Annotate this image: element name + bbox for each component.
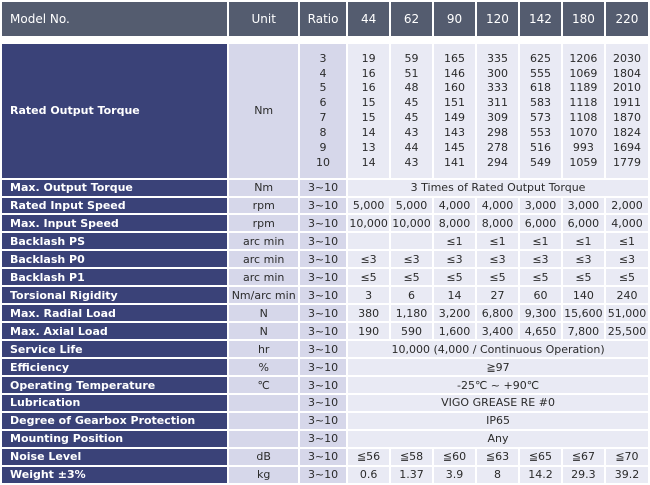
row-value: 60 xyxy=(520,287,561,303)
row-span-value: 3 Times of Rated Output Torque xyxy=(348,180,648,196)
row-value: ≤5 xyxy=(434,269,475,285)
row-label: Backlash P1 xyxy=(2,269,227,285)
row-value: 25,500 xyxy=(607,324,647,338)
row-value xyxy=(348,233,389,249)
row-value: 190 xyxy=(348,323,389,339)
torque-value: 14 xyxy=(361,126,376,139)
torque-value: 160 xyxy=(444,81,466,95)
row-value: 27 xyxy=(477,287,518,303)
spec-row xyxy=(2,341,648,357)
row-value: ≦58 xyxy=(391,449,432,465)
row-ratio: 3~10 xyxy=(300,449,346,465)
row-value: 10,000 xyxy=(392,216,431,230)
row-unit: arc min xyxy=(229,269,298,285)
row-value: ≤5 xyxy=(606,269,648,285)
spec-row xyxy=(2,198,648,214)
row-label: Mounting Position xyxy=(2,431,227,447)
torque-value: 516 xyxy=(529,140,551,154)
row-value: ≦67 xyxy=(563,449,604,465)
torque-value: 1189 xyxy=(569,81,598,95)
spec-row xyxy=(2,180,648,196)
row-span-value: Any xyxy=(348,431,648,447)
row-ratio: 3~10 xyxy=(300,198,346,214)
torque-value: 149 xyxy=(444,111,466,125)
row-ratio: 3~10 xyxy=(300,305,346,321)
torque-value: 311 xyxy=(486,96,508,110)
ratio-value: 9 xyxy=(319,140,327,154)
torque-value: 1059 xyxy=(569,155,598,169)
header-size: 44 xyxy=(348,2,389,36)
row-ratio: 3~10 xyxy=(300,377,346,393)
row-unit xyxy=(229,395,298,411)
row-value: 240 xyxy=(606,287,648,303)
torque-value: 335 xyxy=(486,51,508,65)
row-value: ≤5 xyxy=(563,269,604,285)
row-label: Efficiency xyxy=(2,359,227,375)
torque-value: 51 xyxy=(404,66,419,80)
torque-value: 1070 xyxy=(569,126,598,139)
row-label: Backlash P0 xyxy=(2,251,227,267)
row-value: ≤1 xyxy=(563,233,604,249)
torque-value: 14 xyxy=(361,155,376,169)
torque-value: 1911 xyxy=(612,96,641,110)
row-value: 3 xyxy=(348,287,389,303)
row-unit: arc min xyxy=(229,233,298,249)
row-ratio: 3~10 xyxy=(300,251,346,267)
torque-value: 143 xyxy=(444,126,466,139)
row-value: 3,400 xyxy=(477,323,518,339)
row-value: ≤1 xyxy=(434,233,475,249)
spec-row xyxy=(2,467,648,483)
spec-row xyxy=(2,377,648,393)
row-value: 1,600 xyxy=(434,323,475,339)
row-value xyxy=(391,233,432,249)
row-ratio: 3~10 xyxy=(300,413,346,429)
row-ratio: 3~10 xyxy=(300,341,346,357)
header-row xyxy=(2,2,648,36)
row-ratio: 3~10 xyxy=(300,269,346,285)
torque-value: 165 xyxy=(444,51,466,65)
row-value: 39.2 xyxy=(606,467,648,483)
row-value: 0.6 xyxy=(348,467,389,483)
row-unit: arc min xyxy=(229,251,298,267)
row-unit xyxy=(229,431,298,447)
spec-row xyxy=(2,431,648,447)
row-unit: hr xyxy=(229,341,298,357)
torque-value: 1069 xyxy=(569,66,598,80)
row-unit: ℃ xyxy=(229,377,298,393)
spec-row xyxy=(2,215,648,231)
row-value: 10,000 xyxy=(349,216,388,230)
ratio-value: 3 xyxy=(319,51,327,65)
torque-value: 294 xyxy=(486,155,508,169)
row-value: ≤3 xyxy=(391,251,432,267)
torque-value: 146 xyxy=(444,66,466,80)
row-value: 3,200 xyxy=(434,305,475,321)
torque-column xyxy=(477,44,518,178)
row-unit: N xyxy=(229,305,298,321)
row-value: ≤3 xyxy=(477,251,518,267)
row-value: ≤3 xyxy=(563,251,604,267)
header-size: 120 xyxy=(477,2,518,36)
row-value: 3,000 xyxy=(563,198,604,214)
row-label: Torsional Rigidity xyxy=(2,287,227,303)
ratio-value: 5 xyxy=(319,81,327,95)
torque-value: 16 xyxy=(361,81,376,95)
torque-value: 1118 xyxy=(569,96,598,110)
spec-row xyxy=(2,449,648,465)
row-label: Rated Input Speed xyxy=(2,198,227,214)
row-ratio: 3~10 xyxy=(300,395,346,411)
torque-value: 1694 xyxy=(612,140,641,154)
ratio-value: 6 xyxy=(319,96,327,110)
torque-value: 151 xyxy=(444,96,466,110)
row-value: 51,000 xyxy=(607,306,647,320)
row-ratio: 3~10 xyxy=(300,233,346,249)
torque-value: 1870 xyxy=(612,111,641,125)
row-value: 14.2 xyxy=(520,467,561,483)
row-ratio: 3~10 xyxy=(300,287,346,303)
row-value: 4,000 xyxy=(477,198,518,214)
header-ratio: Ratio xyxy=(300,2,346,36)
header-size: 90 xyxy=(434,2,475,36)
torque-value: 141 xyxy=(444,155,466,169)
row-label: Max. Axial Load xyxy=(2,323,227,339)
row-label: Rated Output Torque xyxy=(2,44,227,178)
spec-row xyxy=(2,395,648,411)
torque-value: 309 xyxy=(486,111,508,125)
row-ratio: 3~10 xyxy=(300,467,346,483)
row-value: 4,000 xyxy=(606,215,648,231)
torque-value: 573 xyxy=(529,111,551,125)
row-unit: rpm xyxy=(229,215,298,231)
row-value: ≤1 xyxy=(606,233,648,249)
row-label: Max. Output Torque xyxy=(2,180,227,196)
row-span-value: ≧97 xyxy=(348,359,648,375)
row-label: Service Life xyxy=(2,341,227,357)
row-unit: Nm xyxy=(229,44,298,178)
row-value: 6,800 xyxy=(477,305,518,321)
ratio-value: 8 xyxy=(319,126,327,139)
row-value: 5,000 xyxy=(348,198,389,214)
spec-row xyxy=(2,413,648,429)
header-gap xyxy=(2,38,648,42)
row-value: 4,000 xyxy=(434,198,475,214)
row-ratio: 3~10 xyxy=(300,323,346,339)
row-value: ≤3 xyxy=(434,251,475,267)
torque-column xyxy=(391,44,432,178)
torque-value: 45 xyxy=(404,96,419,110)
spec-row xyxy=(2,269,648,285)
torque-value: 48 xyxy=(404,81,419,95)
row-value: 4,650 xyxy=(520,323,561,339)
row-label: Max. Input Speed xyxy=(2,215,227,231)
row-value: 5,000 xyxy=(391,198,432,214)
header-size: 142 xyxy=(520,2,561,36)
row-label: Backlash PS xyxy=(2,233,227,249)
rated-torque-row xyxy=(2,44,648,178)
spec-row xyxy=(2,359,648,375)
torque-value: 145 xyxy=(444,140,466,154)
row-span-value: 10,000 (4,000 / Continuous Operation) xyxy=(348,341,648,357)
row-label: Weight ±3% xyxy=(2,467,227,483)
torque-value: 43 xyxy=(404,155,419,169)
row-unit: dB xyxy=(229,449,298,465)
row-label: Max. Radial Load xyxy=(2,305,227,321)
row-value: ≦56 xyxy=(348,449,389,465)
row-value: 3.9 xyxy=(434,467,475,483)
torque-column xyxy=(520,44,561,178)
ratio-value: 4 xyxy=(319,66,327,80)
row-value: 14 xyxy=(434,287,475,303)
row-value: 9,300 xyxy=(520,305,561,321)
row-value: ≦60 xyxy=(434,449,475,465)
row-span-value: IP65 xyxy=(348,413,648,429)
row-value: ≤5 xyxy=(348,269,389,285)
torque-value: 1779 xyxy=(612,155,641,169)
torque-value: 1206 xyxy=(569,51,598,65)
row-value: 1,180 xyxy=(391,305,432,321)
torque-value: 300 xyxy=(486,66,508,80)
torque-value: 2010 xyxy=(612,81,641,95)
torque-value: 2030 xyxy=(612,51,641,65)
row-ratio: 3~10 xyxy=(300,180,346,196)
row-value: ≤3 xyxy=(606,251,648,267)
header-size: 180 xyxy=(563,2,604,36)
spec-row xyxy=(2,233,648,249)
torque-value: 43 xyxy=(404,126,419,139)
row-value: ≤3 xyxy=(348,251,389,267)
row-unit: kg xyxy=(229,467,298,483)
row-value: 1.37 xyxy=(391,467,432,483)
row-value: 15,600 xyxy=(564,306,603,320)
torque-value: 625 xyxy=(529,51,551,65)
row-ratio: 3~10 xyxy=(300,215,346,231)
row-unit: N xyxy=(229,323,298,339)
row-unit: % xyxy=(229,359,298,375)
torque-value: 13 xyxy=(361,140,376,154)
header-model: Model No. xyxy=(2,2,227,36)
torque-value: 16 xyxy=(361,66,376,80)
row-value: 590 xyxy=(391,323,432,339)
torque-value: 1804 xyxy=(612,66,641,80)
row-value: ≦70 xyxy=(606,449,648,465)
row-value: ≦65 xyxy=(520,449,561,465)
torque-column xyxy=(563,44,604,178)
spec-row xyxy=(2,305,648,321)
row-label: Operating Temperature xyxy=(2,377,227,393)
row-label: Noise Level xyxy=(2,449,227,465)
row-value: 6,000 xyxy=(520,215,561,231)
row-value: ≤1 xyxy=(520,233,561,249)
row-ratio: 3~10 xyxy=(300,431,346,447)
row-unit: Nm xyxy=(229,180,298,196)
row-label: Lubrication xyxy=(2,395,227,411)
torque-column xyxy=(606,44,648,178)
row-value: 6,000 xyxy=(563,215,604,231)
row-value: 6 xyxy=(391,287,432,303)
torque-column xyxy=(434,44,475,178)
row-value: ≤3 xyxy=(520,251,561,267)
row-value: 380 xyxy=(348,305,389,321)
row-value: ≤5 xyxy=(477,269,518,285)
torque-value: 45 xyxy=(404,111,419,125)
torque-value: 549 xyxy=(529,155,551,169)
torque-value: 44 xyxy=(404,140,419,154)
row-value: 3,000 xyxy=(520,198,561,214)
spec-row xyxy=(2,323,648,339)
spec-row xyxy=(2,287,648,303)
row-label: Degree of Gearbox Protection xyxy=(2,413,227,429)
torque-value: 278 xyxy=(486,140,508,154)
torque-value: 1108 xyxy=(569,111,598,125)
torque-value: 333 xyxy=(486,81,508,95)
torque-value: 19 xyxy=(361,51,376,65)
torque-value: 15 xyxy=(361,96,376,110)
row-value: 140 xyxy=(563,287,604,303)
torque-value: 553 xyxy=(529,126,551,139)
spec-row xyxy=(2,251,648,267)
header-unit: Unit xyxy=(229,2,298,36)
torque-value: 1824 xyxy=(612,126,641,139)
ratio-value: 10 xyxy=(316,155,331,169)
header-size: 62 xyxy=(391,2,432,36)
row-span-value: -25℃ ~ +90℃ xyxy=(348,377,648,393)
torque-value: 59 xyxy=(404,51,419,65)
row-span-value: VIGO GREASE RE #0 xyxy=(348,395,648,411)
row-value: 29.3 xyxy=(563,467,604,483)
row-value: 2,000 xyxy=(606,198,648,214)
torque-value: 298 xyxy=(486,126,508,139)
row-value: 8 xyxy=(477,467,518,483)
torque-value: 618 xyxy=(529,81,551,95)
torque-value: 583 xyxy=(529,96,551,110)
torque-value: 555 xyxy=(529,66,551,80)
row-value: ≦63 xyxy=(477,449,518,465)
torque-column xyxy=(348,44,389,178)
row-value: ≤1 xyxy=(477,233,518,249)
row-value: 8,000 xyxy=(434,215,475,231)
row-value: ≤5 xyxy=(520,269,561,285)
row-value: 7,800 xyxy=(563,323,604,339)
row-value: ≤5 xyxy=(391,269,432,285)
row-value: 8,000 xyxy=(477,215,518,231)
row-ratio: 3~10 xyxy=(300,359,346,375)
row-unit: Nm/arc min xyxy=(229,287,298,303)
header-size: 220 xyxy=(606,2,648,36)
ratio-value: 7 xyxy=(319,111,327,125)
ratio-stack xyxy=(300,44,346,178)
torque-value: 15 xyxy=(361,111,376,125)
torque-value: 993 xyxy=(572,140,594,154)
spec-body xyxy=(2,44,648,483)
row-unit xyxy=(229,413,298,429)
row-unit: rpm xyxy=(229,198,298,214)
